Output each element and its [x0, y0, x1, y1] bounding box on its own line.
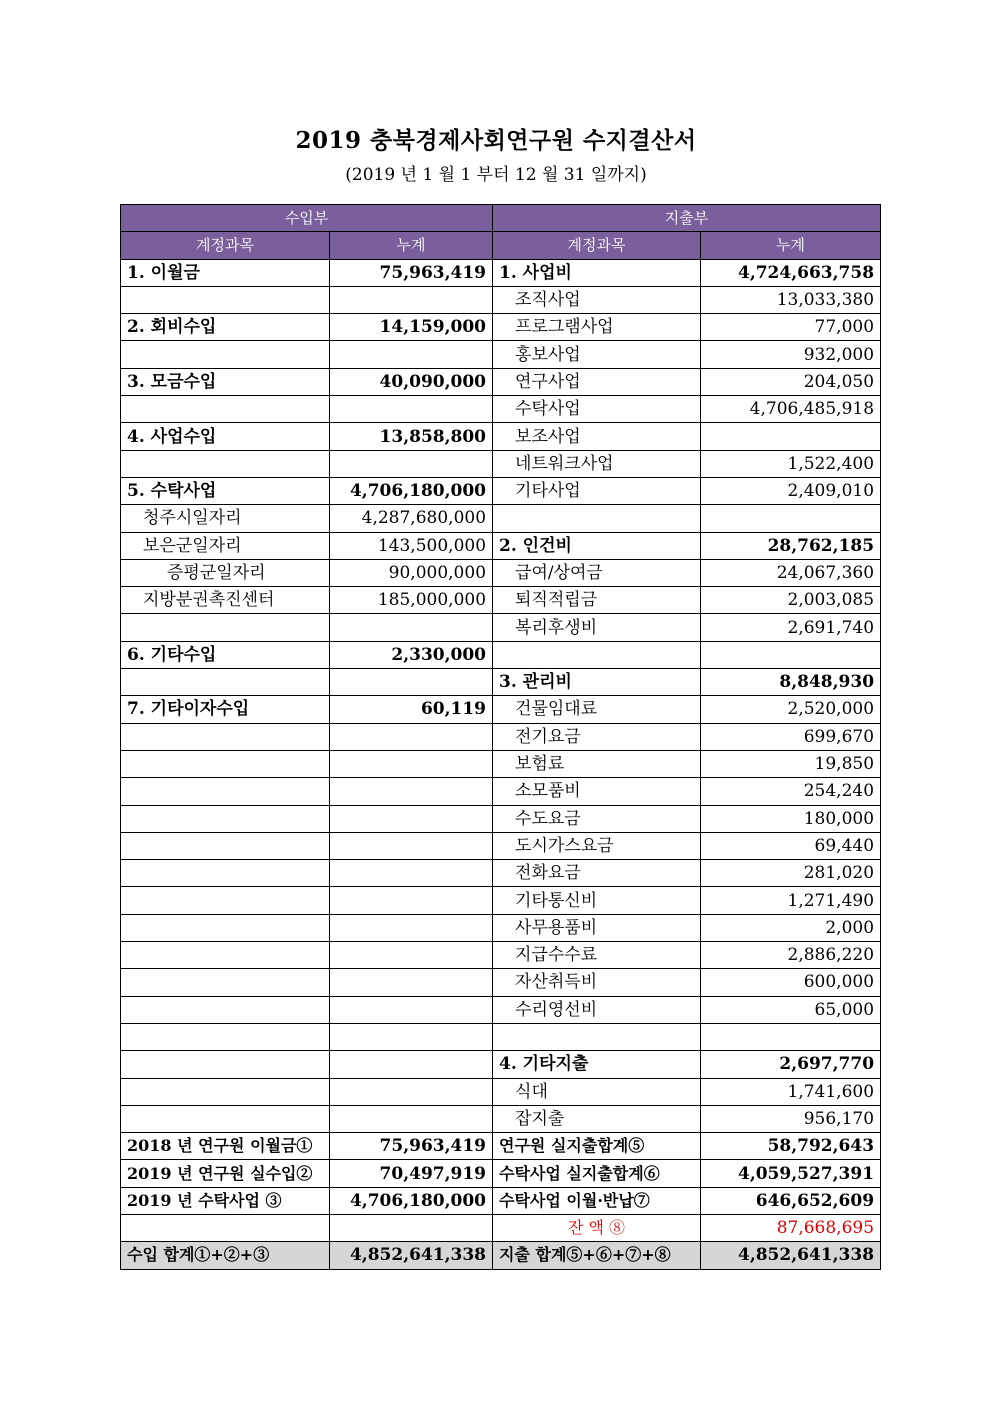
expense-amount-cell: 69,440 — [701, 832, 881, 859]
expense-amount-cell: 28,762,185 — [701, 532, 881, 559]
table-row — [121, 805, 881, 832]
expense-account-cell: 급여/상여금 — [493, 559, 701, 586]
income-amount-cell: 4,706,180,000 — [330, 1187, 493, 1214]
expense-amount-cell: 281,020 — [701, 860, 881, 887]
expense-amount-cell: 2,520,000 — [701, 696, 881, 723]
income-account-cell: 2019 년 연구원 실수입② — [121, 1160, 330, 1187]
expense-amount-cell: 2,697,770 — [701, 1051, 881, 1078]
expense-amount-cell: 87,668,695 — [701, 1214, 881, 1241]
expense-amount-cell: 646,652,609 — [701, 1187, 881, 1214]
table-row — [121, 696, 881, 723]
table-row — [121, 1160, 881, 1187]
expense-account-cell: 자산취득비 — [493, 969, 701, 996]
table-row — [121, 1078, 881, 1105]
income-account-cell — [121, 750, 330, 777]
expense-account-cell — [493, 505, 701, 532]
income-account-cell: 수입 합계①+②+③ — [121, 1242, 330, 1269]
income-amount-cell: 4,852,641,338 — [330, 1242, 493, 1269]
table-row — [121, 1133, 881, 1160]
table-row — [121, 614, 881, 641]
table-row — [121, 559, 881, 586]
expense-total-header: 누계 — [701, 232, 881, 259]
expense-amount-cell: 77,000 — [701, 314, 881, 341]
table-row — [121, 1105, 881, 1132]
expense-account-cell: 건물임대료 — [493, 696, 701, 723]
expense-amount-cell: 699,670 — [701, 723, 881, 750]
income-account-cell — [121, 887, 330, 914]
table-row — [121, 505, 881, 532]
income-amount-cell: 70,497,919 — [330, 1160, 493, 1187]
expense-account-cell: 보험료 — [493, 750, 701, 777]
table-row — [121, 860, 881, 887]
expense-amount-cell: 2,409,010 — [701, 477, 881, 504]
expense-amount-cell: 4,852,641,338 — [701, 1242, 881, 1269]
income-account-cell: 3. 모금수입 — [121, 368, 330, 395]
table-row — [121, 450, 881, 477]
table-row — [121, 778, 881, 805]
page-title: 2019 충북경제사회연구원 수지결산서 — [295, 127, 697, 154]
expense-amount-cell: 19,850 — [701, 750, 881, 777]
period-subtitle: (2019 년 1 월 1 부터 12 월 31 일까지) — [345, 165, 647, 185]
income-account-cell: 2. 회비수입 — [121, 314, 330, 341]
income-amount-cell — [330, 396, 493, 423]
income-account-header: 계정과목 — [121, 232, 330, 259]
expense-account-cell: 조직사업 — [493, 286, 701, 313]
income-amount-cell: 2,330,000 — [330, 641, 493, 668]
expense-account-cell: 전기요금 — [493, 723, 701, 750]
table-row — [121, 1242, 881, 1269]
expense-amount-cell — [701, 505, 881, 532]
table-row — [121, 341, 881, 368]
expense-account-cell: 기타통신비 — [493, 887, 701, 914]
income-account-cell — [121, 805, 330, 832]
income-amount-cell: 4,287,680,000 — [330, 505, 493, 532]
income-amount-cell: 60,119 — [330, 696, 493, 723]
expense-account-cell: 수리영선비 — [493, 996, 701, 1023]
expense-amount-cell: 204,050 — [701, 368, 881, 395]
income-amount-cell — [330, 341, 493, 368]
income-account-cell — [121, 969, 330, 996]
expense-account-cell — [493, 641, 701, 668]
income-account-cell — [121, 450, 330, 477]
table-row — [121, 396, 881, 423]
expense-account-cell: 잡지출 — [493, 1105, 701, 1132]
table-row — [121, 587, 881, 614]
table-row — [121, 996, 881, 1023]
expense-account-cell: 네트워크사업 — [493, 450, 701, 477]
income-account-cell — [121, 396, 330, 423]
table-row — [121, 1187, 881, 1214]
income-account-cell: 2018 년 연구원 이월금① — [121, 1133, 330, 1160]
expense-account-cell: 연구사업 — [493, 368, 701, 395]
table-row — [121, 723, 881, 750]
income-account-cell — [121, 1051, 330, 1078]
expense-amount-cell: 58,792,643 — [701, 1133, 881, 1160]
income-account-cell — [121, 1214, 330, 1241]
expense-amount-cell: 2,003,085 — [701, 587, 881, 614]
table-row — [121, 887, 881, 914]
expense-account-cell: 지출 합계⑤+⑥+⑦+⑧ — [493, 1242, 701, 1269]
income-account-cell — [121, 723, 330, 750]
expense-account-cell: 기타사업 — [493, 477, 701, 504]
income-amount-cell — [330, 887, 493, 914]
expense-amount-cell: 1,522,400 — [701, 450, 881, 477]
table-row — [121, 1023, 881, 1050]
income-account-cell — [121, 1105, 330, 1132]
expense-amount-cell: 1,741,600 — [701, 1078, 881, 1105]
expense-amount-cell: 932,000 — [701, 341, 881, 368]
income-account-cell: 보은군일자리 — [121, 532, 330, 559]
expense-account-cell: 홍보사업 — [493, 341, 701, 368]
column-header-row — [121, 232, 881, 259]
expense-account-cell: 지급수수료 — [493, 942, 701, 969]
income-amount-cell — [330, 942, 493, 969]
expense-account-cell: 전화요금 — [493, 860, 701, 887]
table-row — [121, 423, 881, 450]
income-account-cell: 2019 년 수탁사업 ③ — [121, 1187, 330, 1214]
income-amount-cell: 75,963,419 — [330, 259, 493, 286]
expense-account-cell: 도시가스요금 — [493, 832, 701, 859]
income-amount-cell — [330, 778, 493, 805]
expense-account-cell: 보조사업 — [493, 423, 701, 450]
table-row — [121, 286, 881, 313]
table-row — [121, 914, 881, 941]
expense-account-cell: 수탁사업 — [493, 396, 701, 423]
table-row — [121, 942, 881, 969]
expense-amount-cell: 13,033,380 — [701, 286, 881, 313]
expense-account-cell — [493, 1023, 701, 1050]
income-account-cell — [121, 1023, 330, 1050]
expense-amount-cell — [701, 641, 881, 668]
income-account-cell — [121, 614, 330, 641]
expense-account-cell: 수탁사업 실지출합계⑥ — [493, 1160, 701, 1187]
expense-amount-cell: 254,240 — [701, 778, 881, 805]
expense-account-cell: 2. 인건비 — [493, 532, 701, 559]
table-row — [121, 314, 881, 341]
table-row — [121, 1214, 881, 1241]
income-amount-cell — [330, 860, 493, 887]
income-amount-cell: 4,706,180,000 — [330, 477, 493, 504]
table-row — [121, 259, 881, 286]
income-account-cell: 1. 이월금 — [121, 259, 330, 286]
income-amount-cell — [330, 1214, 493, 1241]
income-account-cell: 7. 기타이자수입 — [121, 696, 330, 723]
income-account-cell — [121, 341, 330, 368]
table-row — [121, 669, 881, 696]
expense-amount-cell: 180,000 — [701, 805, 881, 832]
income-amount-cell — [330, 914, 493, 941]
expense-amount-cell: 2,691,740 — [701, 614, 881, 641]
income-amount-cell — [330, 286, 493, 313]
income-account-cell — [121, 914, 330, 941]
income-account-cell — [121, 860, 330, 887]
expense-account-cell: 소모품비 — [493, 778, 701, 805]
table-row — [121, 477, 881, 504]
income-account-cell: 4. 사업수입 — [121, 423, 330, 450]
table-row — [121, 969, 881, 996]
income-account-cell — [121, 942, 330, 969]
table-row — [121, 1051, 881, 1078]
income-amount-cell: 75,963,419 — [330, 1133, 493, 1160]
income-amount-cell — [330, 1023, 493, 1050]
income-header: 수입부 — [121, 205, 493, 232]
expense-amount-cell: 2,000 — [701, 914, 881, 941]
income-account-cell: 5. 수탁사업 — [121, 477, 330, 504]
income-amount-cell — [330, 996, 493, 1023]
income-amount-cell — [330, 669, 493, 696]
income-amount-cell — [330, 723, 493, 750]
expense-account-cell: 3. 관리비 — [493, 669, 701, 696]
income-account-cell: 청주시일자리 — [121, 505, 330, 532]
income-account-cell — [121, 1078, 330, 1105]
expense-amount-cell — [701, 1023, 881, 1050]
income-account-cell: 증평군일자리 — [121, 559, 330, 586]
income-amount-cell — [330, 805, 493, 832]
expense-amount-cell: 2,886,220 — [701, 942, 881, 969]
expense-account-cell: 4. 기타지출 — [493, 1051, 701, 1078]
income-amount-cell: 185,000,000 — [330, 587, 493, 614]
expense-account-cell: 수도요금 — [493, 805, 701, 832]
expense-amount-cell: 4,059,527,391 — [701, 1160, 881, 1187]
section-header-row — [121, 205, 881, 232]
expense-amount-cell: 8,848,930 — [701, 669, 881, 696]
table-row — [121, 532, 881, 559]
expense-account-cell: 식대 — [493, 1078, 701, 1105]
table-row — [121, 832, 881, 859]
expense-account-cell: 연구원 실지출합계⑤ — [493, 1133, 701, 1160]
expense-account-cell: 퇴직적립금 — [493, 587, 701, 614]
expense-amount-cell: 65,000 — [701, 996, 881, 1023]
settlement-table — [120, 204, 881, 1270]
expense-amount-cell: 4,706,485,918 — [701, 396, 881, 423]
income-amount-cell — [330, 614, 493, 641]
expense-amount-cell: 1,271,490 — [701, 887, 881, 914]
income-account-cell: 6. 기타수입 — [121, 641, 330, 668]
income-amount-cell — [330, 1105, 493, 1132]
expense-amount-cell: 24,067,360 — [701, 559, 881, 586]
expense-amount-cell — [701, 423, 881, 450]
income-amount-cell: 14,159,000 — [330, 314, 493, 341]
income-amount-cell — [330, 832, 493, 859]
expense-amount-cell: 600,000 — [701, 969, 881, 996]
income-total-header: 누계 — [330, 232, 493, 259]
income-account-cell: 지방분권촉진센터 — [121, 587, 330, 614]
income-account-cell — [121, 669, 330, 696]
income-amount-cell: 13,858,800 — [330, 423, 493, 450]
income-amount-cell: 143,500,000 — [330, 532, 493, 559]
income-account-cell — [121, 832, 330, 859]
expense-account-cell: 프로그램사업 — [493, 314, 701, 341]
income-account-cell — [121, 286, 330, 313]
expense-account-cell: 수탁사업 이월·반납⑦ — [493, 1187, 701, 1214]
income-amount-cell: 40,090,000 — [330, 368, 493, 395]
income-amount-cell: 90,000,000 — [330, 559, 493, 586]
expense-account-cell: 복리후생비 — [493, 614, 701, 641]
income-amount-cell — [330, 750, 493, 777]
expense-amount-cell: 4,724,663,758 — [701, 259, 881, 286]
table-row — [121, 750, 881, 777]
expense-header: 지출부 — [493, 205, 881, 232]
income-amount-cell — [330, 1078, 493, 1105]
income-amount-cell — [330, 969, 493, 996]
expense-amount-cell: 956,170 — [701, 1105, 881, 1132]
expense-account-cell: 잔 액 ⑧ — [493, 1214, 701, 1241]
income-account-cell — [121, 996, 330, 1023]
income-amount-cell — [330, 1051, 493, 1078]
income-amount-cell — [330, 450, 493, 477]
table-row — [121, 368, 881, 395]
expense-account-cell: 사무용품비 — [493, 914, 701, 941]
expense-account-cell: 1. 사업비 — [493, 259, 701, 286]
income-account-cell — [121, 778, 330, 805]
table-row — [121, 641, 881, 668]
expense-account-header: 계정과목 — [493, 232, 701, 259]
